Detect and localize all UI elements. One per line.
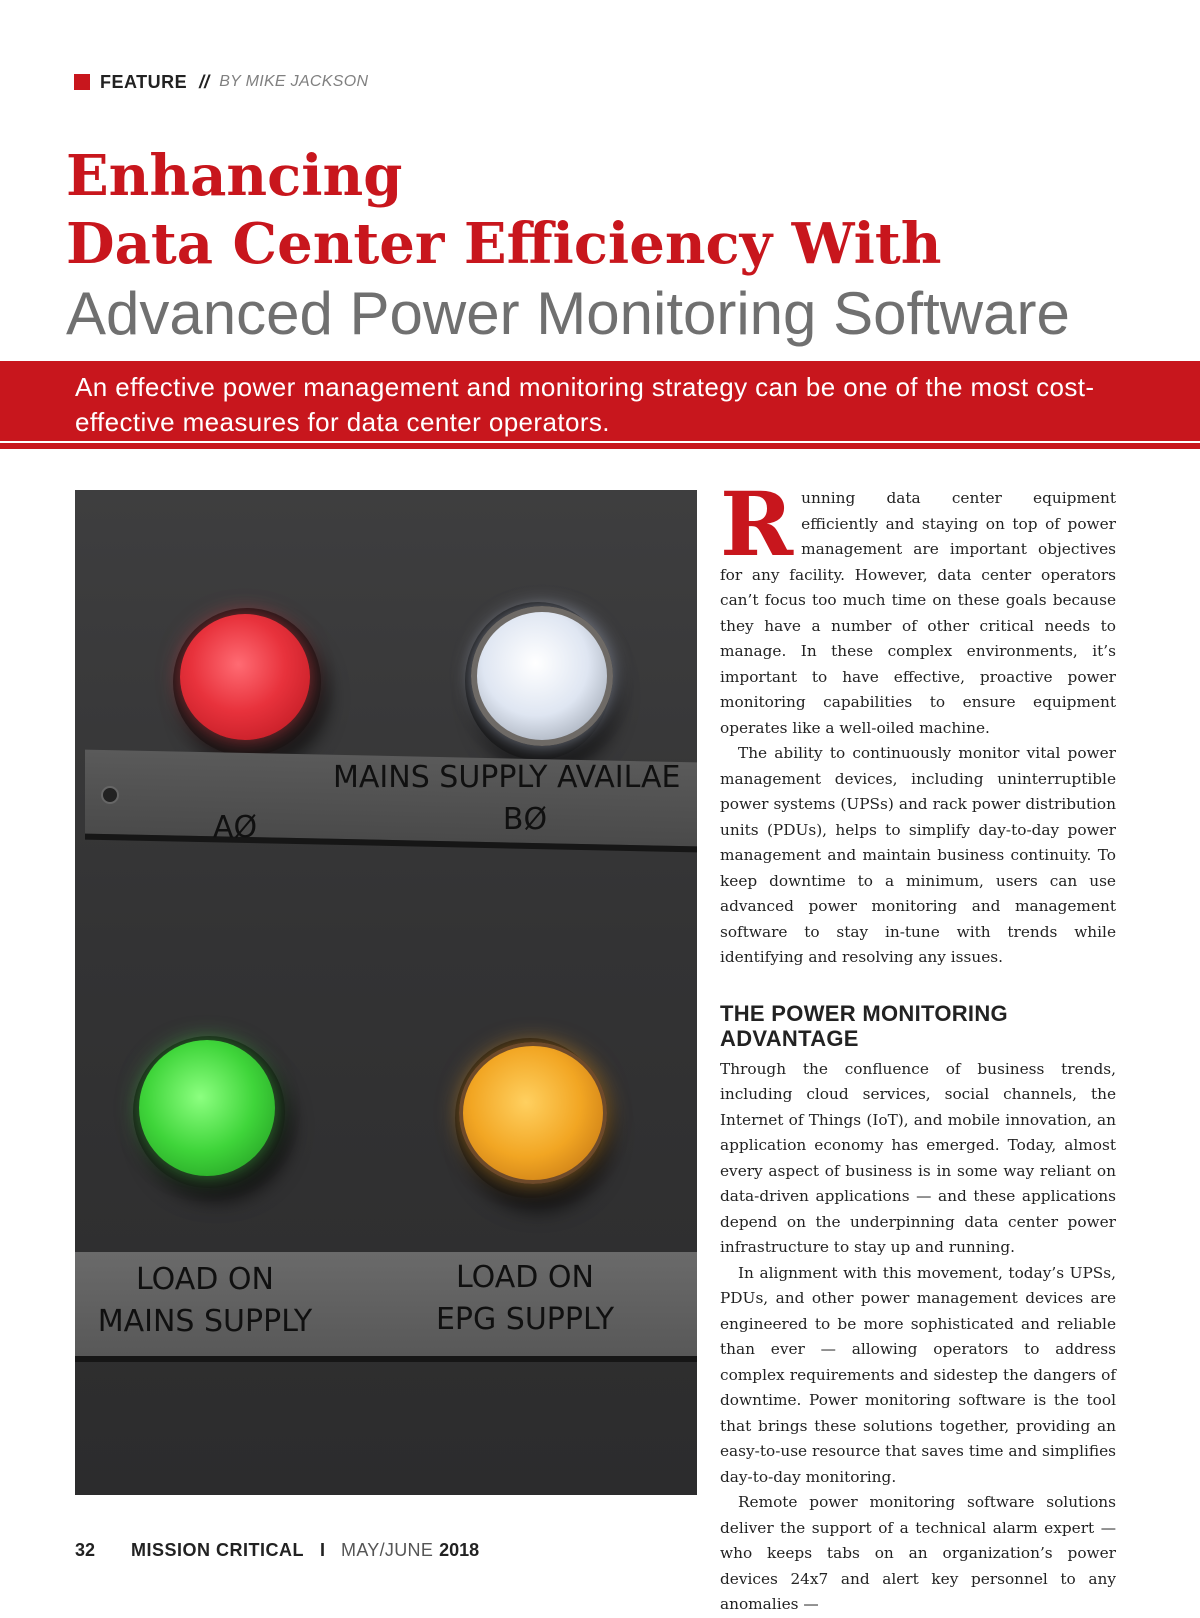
- label-load-on-mains-1: LOAD ON: [136, 1262, 274, 1297]
- amber-indicator-lamp: [459, 1042, 607, 1184]
- body-paragraph: Through the confluence of business trends, including cloud services, social channels, the Internet of Things (IoT), and mobile innovation, an application economy has emerged. Today, almost every aspect of business is in some way reliant on data-driven applications — and these applications depend on the underpinning data center power infrastructure to stay up and running.: [720, 1059, 1116, 1256]
- screw-icon: [101, 786, 119, 804]
- page-number: 32: [75, 1539, 96, 1560]
- title-line-2: Data Center Efficiency With: [66, 211, 942, 277]
- subhead-line-1: THE POWER MONITORING: [720, 1000, 1008, 1026]
- section-subhead: [720, 1001, 1116, 1051]
- body-paragraph: In alignment with this movement, today’s UPSs, PDUs, and other power management devices are engineered to be more sophisticated and reliable than ever — allowing operators to address complex requirements and sidestep the dangers of downtime. Power monitoring software is the tool that brings these solutions together, providing an easy-to-use resource that saves time and simplifies day-to-day monitoring.: [720, 1263, 1116, 1486]
- section-square-icon: [74, 74, 90, 90]
- label-load-on-epg-1: LOAD ON: [456, 1260, 594, 1295]
- label-load-on-mains-2: MAINS SUPPLY: [97, 1304, 313, 1339]
- white-indicator-lamp: [471, 606, 613, 746]
- body-paragraph: Remote power monitoring software solutions deliver the support of a technical alarm expert — who keeps tabs on an organization’s power devices 24x7 and alert key personnel to any anomalies —: [720, 1493, 1116, 1613]
- body-paragraph: unning data center equipment efficiently and staying on top of power management are important objectives for any facility. However, data center operators can’t focus too much time on these goals because they have a number of other critical needs to manage. In these complex environments, it’s important to have effective, proactive power monitoring capabilities to ensure equipment operates like a well-oiled machine.: [720, 489, 1116, 737]
- page-footer: [75, 1538, 479, 1562]
- byline: BY MIKE JACKSON: [219, 73, 369, 90]
- kicker-separator: //: [199, 71, 210, 92]
- subhead-line-2: ADVANTAGE: [720, 1025, 859, 1051]
- title-line-1: Enhancing: [66, 143, 403, 209]
- footer-separator: I: [320, 1539, 326, 1560]
- article-photo: [75, 490, 697, 1495]
- green-indicator-lamp: [139, 1040, 275, 1176]
- drop-cap: R: [720, 472, 794, 576]
- red-indicator-lamp: [180, 614, 310, 740]
- article-title: [66, 142, 1166, 352]
- article-kicker: [74, 70, 368, 94]
- issue-date: MAY/JUNE: [341, 1539, 434, 1560]
- deck-rule: [0, 441, 1200, 443]
- deck-banner: [0, 361, 1200, 449]
- label-b-phase: BØ: [502, 802, 548, 837]
- magazine-name: MISSION CRITICAL: [131, 1539, 305, 1560]
- deck-text: An effective power management and monitoring strategy can be one of the most cost-effective measures for data center operators.: [75, 372, 1095, 437]
- body-paragraph: The ability to continuously monitor vital power management devices, including uninterruptible power systems (UPSs) and rack power distribution units (PDUs), helps to simplify day-to-day power management and maintain business continuity. To keep downtime to a minimum, users can use advanced power monitoring and management software to stay in-tune with trends while identifying and resolving any issues.: [720, 744, 1116, 966]
- label-load-on-epg-2: EPG SUPPLY: [435, 1302, 615, 1337]
- issue-year: 2018: [439, 1539, 480, 1560]
- label-mains-supply-available: MAINS SUPPLY AVAILAE: [333, 760, 681, 795]
- article-body: [720, 472, 1116, 1618]
- section-label: FEATURE: [100, 71, 188, 92]
- title-line-3: Advanced Power Monitoring Software: [66, 280, 1070, 347]
- label-a-phase: AØ: [212, 810, 258, 845]
